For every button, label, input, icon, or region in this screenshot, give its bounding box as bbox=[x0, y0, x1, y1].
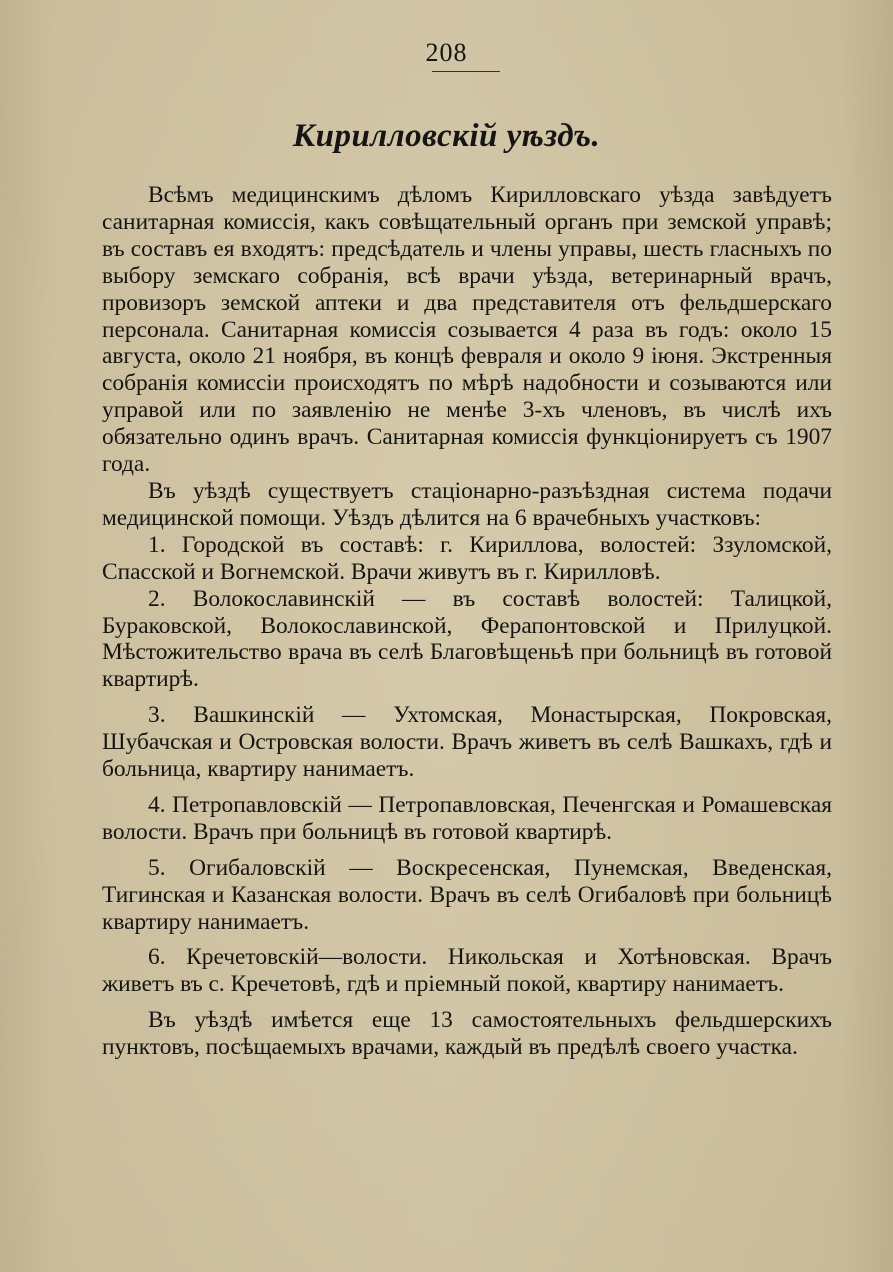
paragraph-system: Въ уѣздѣ существуетъ стаціонарно-разъѣздная система подачи медицинской помощи. Уѣздъ дѣлится на 6 врачебныхъ участковъ: bbox=[102, 477, 832, 531]
paragraph-sanitary-commission: Всѣмъ медицинскимъ дѣломъ Кирилловскаго уѣзда завѣдуетъ санитарная комиссія, какъ совѣщательный органъ при земской управѣ; въ составъ ея входятъ: предсѣдатель и члены управы, шесть гласныхъ по выбору земскаго собранія, всѣ врачи уѣзда, ветеринарный врачъ, провизоръ земской аптеки и два представителя отъ фельдшерскаго персонала. Санитарная комиссія созывается 4 раза въ годъ: около 15 августа, около 21 ноября, въ концѣ февраля и около 9 іюня. Экстренныя собранія комиссіи происходятъ по мѣрѣ надобности и созываются или управой или по заявленію не менѣе 3-хъ членовъ, въ числѣ ихъ обязательно одинъ врачъ. Санитарная комиссія функціонируетъ съ 1907 года. bbox=[102, 182, 832, 478]
list-item-district-6: 6. Кречетовскій—волости. Никольская и Хотѣновская. Врачъ живетъ въ с. Кречетовѣ, гдѣ и пріемный покой, квартиру нанимаетъ. bbox=[102, 944, 832, 998]
page-number-rule bbox=[432, 71, 500, 72]
list-item-district-2: 2. Волокославинскій — въ составѣ волостей: Талицкой, Бураковской, Волокославинской, Ферапонтовской и Прилуцкой. Мѣстожительство врача въ селѣ Благовѣщеньѣ при больницѣ въ готовой квартирѣ. bbox=[102, 585, 832, 693]
list-item-district-5: 5. Огибаловскій — Воскресенская, Пунемская, Введенская, Тигинская и Казанская волости. Врачъ въ селѣ Огибаловѣ при больницѣ квартиру нанимаетъ. bbox=[102, 854, 832, 935]
list-item-district-4: 4. Петропавловскій — Петропавловская, Печенгская и Ромашевская волости. Врачъ при больницѣ въ готовой квартирѣ. bbox=[102, 791, 832, 845]
page-number: 208 bbox=[425, 38, 468, 67]
body-text bbox=[102, 182, 832, 1061]
section-heading: Кирилловскій уѣздъ. bbox=[292, 118, 601, 154]
paragraph-feldsher-points: Въ уѣздѣ имѣется еще 13 самостоятельныхъ фельдшерскихъ пунктовъ, посѣщаемыхъ врачами, каждый въ предѣлѣ своего участка. bbox=[102, 1007, 832, 1061]
list-item-district-1: 1. Городской въ составѣ: г. Кириллова, волостей: Ззуломской, Спасской и Вогнемской. Врачи живутъ въ г. Кирилловѣ. bbox=[102, 531, 832, 585]
list-item-district-3: 3. Вашкинскій — Ухтомская, Монастырская, Покровская, Шубачская и Островская волости. Врачъ живетъ въ селѣ Вашкахъ, гдѣ и больница, квартиру нанимаетъ. bbox=[102, 702, 832, 783]
